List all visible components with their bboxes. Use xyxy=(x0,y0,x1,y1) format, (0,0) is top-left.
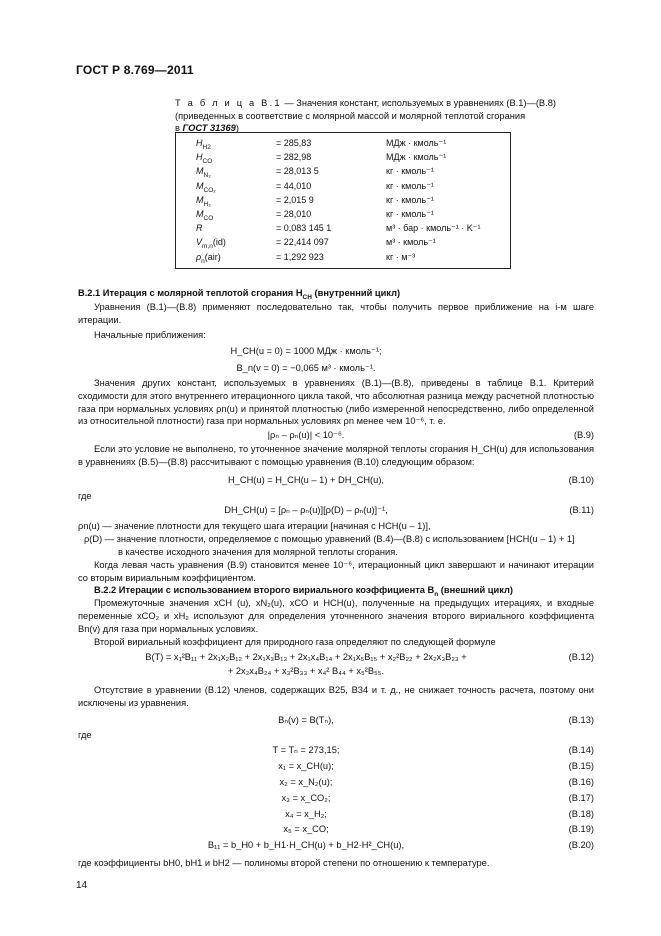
constant-value: = 285,83 xyxy=(276,138,312,148)
standard-header: ГОСТ Р 8.769—2011 xyxy=(76,63,194,77)
constant-value: = 0,083 145 1 xyxy=(276,223,332,234)
section-b21-p4: Если это условие не выполнено, то уточненное значение молярной теплоты сгорания H_CH(u) для использования в уравнениях (В.5)—(В.8) рассчитывают с помощью уравнения (В.10) следующим образом: xyxy=(78,444,594,467)
eq-b16 xyxy=(78,776,594,789)
constant-symbol: $H_{H2}$ xyxy=(196,138,211,151)
eq-b9-text: |ρₙ – ρₙ(u)| < 10⁻⁶. xyxy=(267,430,345,440)
section-b21-heading-tail: (внутренний цикл) xyxy=(311,288,401,298)
constant-symbol: $V_{m,n}(id)$ xyxy=(196,237,226,251)
eq-b10-number: (В.10) xyxy=(568,475,594,485)
definition-1: ρn(u) — значение плотности для текущего шага итерации [начиная с HCH(u – 1)], xyxy=(78,521,431,531)
section-b21-p1: Уравнения (В.1)—(В.8) применяют последовательно так, чтобы получить первое приближение на i-м шаге итерации. xyxy=(78,302,594,325)
table-caption xyxy=(175,97,575,135)
constant-symbol: $M_{CO}$ xyxy=(196,209,214,222)
table-row xyxy=(176,166,510,180)
eq-b16-text: x₂ = x_N₂(u); xyxy=(279,777,333,787)
constant-symbol: $M_{CO_2}$ xyxy=(196,180,216,194)
table-row xyxy=(176,251,510,265)
eq-b15 xyxy=(78,760,594,773)
section-b22-p4: где коэффициенты bH0, bH1 и bH2 — полиномы второй степени по отношению к температуре. xyxy=(78,858,490,868)
eq-initial-h xyxy=(78,345,594,358)
eq-b12-line1 xyxy=(78,651,594,664)
constant-unit: кг · кмоль⁻¹ xyxy=(386,194,434,205)
table-row xyxy=(176,152,510,165)
eq-b13 xyxy=(78,714,594,727)
eq-b11 xyxy=(78,504,594,517)
section-b21-heading-text: В.2.1 Итерация с молярной теплотой сгорания H xyxy=(78,288,303,298)
eq-b14 xyxy=(78,744,594,757)
section-b22-heading-tail: (внешний цикл) xyxy=(438,585,513,595)
eq-b10-text: H_CH(u) = H_CH(u – 1) + DH_CH(u), xyxy=(227,475,385,485)
eq-b17 xyxy=(78,792,594,805)
eq-b12-line1-text: B(T) = x₁²B₁₁ + 2x₁x₂B₁₂ + 2x₁x₃B₁₃ + 2x₁x₄B₁₄ + 2x₁x₅B₁₅ + x₂²B₂₂ + 2x₂x₃B₂₃ + xyxy=(145,652,467,662)
eq-b12-line2-text: + 2x₂x₄B₂₄ + x₃²B₃₃ + x₄² B₄₄ + x₅²B₅₅. xyxy=(227,666,385,676)
table-row xyxy=(176,138,510,151)
eq-b15-text: x₁ = x_CH(u); xyxy=(278,761,334,771)
eq-b9-number: (В.9) xyxy=(573,430,594,440)
section-b21-heading-sub: CH xyxy=(302,293,312,301)
constant-unit: кг · кмоль⁻¹ xyxy=(386,166,434,177)
constant-unit: м³ · кмоль⁻¹ xyxy=(386,237,436,248)
section-b21-p5: Когда левая часть уравнения (В.9) становится менее 10⁻⁶, итерационный цикл завершают и начинают итерации со вторым вириальным коэффициентом. xyxy=(78,560,594,583)
definition-2: ρ(D) — значение плотности, определяемое с помощью уравнений (В.4)—(В.8) с использованием [HCH(u – 1) + 1] xyxy=(84,534,575,544)
table-caption-line3-post: ) xyxy=(235,123,239,133)
eq-b20-text: B₁₁ = b_H0 + b_H1·H_CH(u) + b_H2·H²_CH(u), xyxy=(207,840,405,850)
eq-b16-number: (В.16) xyxy=(568,777,594,787)
table-row xyxy=(176,237,510,251)
eq-b18 xyxy=(78,808,594,821)
eq-b17-text: x₃ = x_CO₂; xyxy=(281,793,331,803)
section-b22-heading-text: В.2.2 Итерации с использованием второго вириального коэффициента B xyxy=(94,585,435,595)
constant-value: = 22,414 097 xyxy=(276,237,329,248)
eq-b19-text: x₅ = x_CO; xyxy=(283,824,329,834)
where-1: где xyxy=(78,491,92,501)
eq-b12-number: (В.12) xyxy=(568,652,594,662)
eq-b9 xyxy=(78,429,594,442)
table-row xyxy=(176,180,510,194)
table-row xyxy=(176,223,510,233)
constant-unit: кг · м⁻³ xyxy=(386,251,416,262)
eq-b14-number: (В.14) xyxy=(568,745,594,755)
constant-value: = 28,010 xyxy=(276,209,312,219)
where-2: где xyxy=(78,730,92,740)
constant-value: = 28,013 5 xyxy=(276,166,319,177)
eq-initial-b-text: B_n(v = 0) = −0,065 м³ · кмоль⁻¹. xyxy=(236,363,376,373)
table-row xyxy=(176,194,510,208)
constant-symbol: $\rho_n(air)$ xyxy=(196,251,221,265)
constant-unit: МДж · кмоль⁻¹ xyxy=(386,152,447,163)
constant-symbol: $M_{N_2}$ xyxy=(196,166,211,180)
definition-2-continued: в качестве исходного значения для молярной теплоты сгорания. xyxy=(118,547,398,557)
table-row xyxy=(176,209,510,222)
eq-initial-h-text: H_CH(u = 0) = 1000 МДж · кмоль⁻¹; xyxy=(230,346,382,356)
eq-b19 xyxy=(78,823,594,836)
eq-b19-number: (В.19) xyxy=(568,824,594,834)
constant-unit: кг · кмоль⁻¹ xyxy=(386,180,434,191)
table-caption-rest: — Значения констант, используемых в уравнениях (В.1)—(В.8) xyxy=(281,98,556,108)
constant-symbol: $M_{H_2}$ xyxy=(196,194,211,208)
eq-b11-text: DH_CH(u) = [ρₙ – ρₙ(u)][ρ(D) – ρₙ(u)]⁻¹, xyxy=(224,505,388,515)
eq-b13-text: Bₙ(v) = B(Tₙ), xyxy=(278,715,334,725)
eq-b13-number: (В.13) xyxy=(568,715,594,725)
section-b22-p1: Промежуточные значения xCH (u), xN₂(u), xCO и HCH(u), полученные на предыдущих итерациях, и входные переменные xCO₂ и xH₂ используют для определения уточненного значения второго вириального коэффициента Bn(v) для газа при нормальных условиях. xyxy=(78,598,594,634)
section-b22-p2: Второй вириальный коэффициент для природного газа определяют по следующей формуле xyxy=(94,637,496,647)
constants-table xyxy=(175,132,511,269)
constant-symbol: R xyxy=(196,223,203,234)
section-b22-p3: Отсутствие в уравнении (В.12) членов, содержащих B25, B34 и т. д., не снижает точность расчета, поэтому они исключены из уравнения. xyxy=(78,685,594,708)
constant-value: = 2,015 9 xyxy=(276,194,314,205)
eq-initial-b xyxy=(78,362,594,375)
eq-b10 xyxy=(78,474,594,487)
eq-b12-line2 xyxy=(78,665,594,678)
constant-unit: кг · кмоль⁻¹ xyxy=(386,209,434,219)
page-number: 14 xyxy=(76,880,88,891)
constant-unit: МДж · кмоль⁻¹ xyxy=(386,138,447,148)
table-caption-line2: (приведенных в соответствие с молярной массой и молярной теплотой сгорания xyxy=(175,110,526,121)
eq-b17-number: (В.17) xyxy=(568,793,594,803)
constant-unit: м³ · бар · кмоль⁻¹ · K⁻¹ xyxy=(386,223,481,234)
eq-b20-number: (В.20) xyxy=(568,840,594,850)
section-b21-p3: Значения других констант, используемых в уравнениях (В.1)—(В.8), приведены в таблице В.1. Критерий сходимости для этого внутреннего итерационного цикла такой, что абсолютная разница между расчетной плотностью газа при нормальных условиях ρn(u) и принятой плотностью (либо измеренной непосредственно, либо определенной из относительной плотности) газа при нормальных условиях ρn менее чем 10⁻⁶, т. е. xyxy=(78,378,594,427)
eq-b18-text: x₄ = x_H₂; xyxy=(285,809,327,819)
section-b21-p2: Начальные приближения: xyxy=(94,330,206,340)
table-caption-line3-pre: в xyxy=(175,123,183,133)
table-caption-ref: ГОСТ 31369 xyxy=(182,123,236,133)
table-caption-lead: Т а б л и ц а В.1 xyxy=(175,98,282,108)
eq-b15-number: (В.15) xyxy=(568,761,594,771)
eq-b18-number: (В.18) xyxy=(568,809,594,819)
constant-symbol: $H_{CO}$ xyxy=(196,152,213,165)
constant-value: = 282,98 xyxy=(276,152,312,163)
constant-value: = 44,010 xyxy=(276,180,312,191)
eq-b11-number: (В.11) xyxy=(569,505,594,515)
eq-b20 xyxy=(78,839,594,852)
section-b22-heading-sub: n xyxy=(434,590,439,598)
eq-b14-text: T = Tₙ = 273,15; xyxy=(272,745,340,755)
constant-value: = 1,292 923 xyxy=(276,251,324,262)
